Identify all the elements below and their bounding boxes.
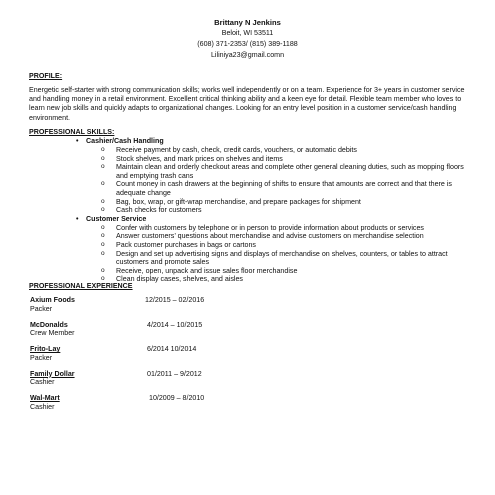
resume-header xyxy=(0,18,495,61)
job-title: Cashier xyxy=(30,402,55,411)
job-dates: 12/2015 – 02/2016 xyxy=(145,296,205,304)
experience-heading: PROFESSIONAL EXPERIENCE xyxy=(29,282,133,290)
job-dates: 6/2014 10/2014 xyxy=(147,345,197,353)
skill-item: o Answer customers’ questions about merchandise and advise customers on merchandise selection xyxy=(29,232,469,241)
candidate-name: Brittany N Jenkins xyxy=(214,18,281,27)
skill-item: o Design and set up advertising signs and displays of merchandise on shelves, counters, or tables to attract customers and promote sales xyxy=(29,250,469,267)
job-company: Frito-Lay xyxy=(30,345,61,353)
candidate-location: Beloit, WI 53511 xyxy=(221,29,274,37)
skill-item: o Bag, box, wrap, or gift-wrap merchandise, and prepare packages for shipment xyxy=(29,198,469,207)
skill-item: o Pack customer purchases in bags or cartons xyxy=(29,241,469,250)
job-entry xyxy=(29,337,469,362)
skill-item: o Stock shelves, and mark prices on shelves and items xyxy=(29,155,469,164)
skill-item: o Receive, open, unpack and issue sales floor merchandise xyxy=(29,267,469,276)
candidate-email: Liliniya23@gmail.comn xyxy=(210,51,285,59)
candidate-phones: (608) 371-2353/ (815) 389-1188 xyxy=(197,40,298,48)
job-title: Packer xyxy=(30,353,53,362)
job-entry xyxy=(29,362,469,387)
job-company: Wal-Mart xyxy=(30,394,60,402)
profile-heading: PROFILE: xyxy=(29,72,63,80)
job-title: Crew Member xyxy=(30,329,75,337)
skill-category: • Cashier/Cash Handling xyxy=(29,137,469,146)
job-dates: 4/2014 – 10/2015 xyxy=(147,320,203,329)
experience-section xyxy=(29,288,469,411)
skill-item: o Count money in cash drawers at the beginning of shifts to ensure that amounts are correct and that there is adequate change xyxy=(29,180,469,197)
skill-item: o Receive payment by cash, check, credit cards, vouchers, or automatic debits xyxy=(29,146,469,155)
skill-category: • Customer Service xyxy=(29,215,469,224)
skill-item: o Maintain clean and orderly checkout areas and complete other general cleaning duties, such as mopping floors and emptying trash cans xyxy=(29,163,469,180)
job-company: Axium Foods xyxy=(30,296,75,304)
job-company: Family Dollar xyxy=(30,369,75,378)
job-company: McDonalds xyxy=(30,320,68,329)
job-title: Cashier xyxy=(30,378,55,386)
profile-text: Energetic self-starter with strong communication skills; works well independently or on a team. Experience for 3+ years in customer service and handling money in a retail environment. Excellent critical thinking ability and a keen eye for detail. Flexible team member who loves to learn new job skills and quickly adapts to organizational changes. Looking for an entry level position in a customer service/cash handling environment. xyxy=(29,86,465,122)
skills-section xyxy=(29,137,469,284)
job-title: Packer xyxy=(30,304,53,313)
skill-list xyxy=(29,146,469,215)
job-entry xyxy=(29,288,469,313)
job-dates: 01/2011 – 9/2012 xyxy=(147,369,202,378)
skill-item: o Confer with customers by telephone or in person to provide information about products or services xyxy=(29,224,469,233)
skill-item: o Clean display cases, shelves, and aisles xyxy=(29,275,469,284)
job-dates: 10/2009 – 8/2010 xyxy=(149,394,205,402)
skill-list xyxy=(29,224,469,284)
skill-item: o Cash checks for customers xyxy=(29,206,469,215)
skills-heading: PROFESSIONAL SKILLS: xyxy=(29,128,115,136)
job-entry xyxy=(29,313,469,338)
job-entry xyxy=(29,386,469,411)
